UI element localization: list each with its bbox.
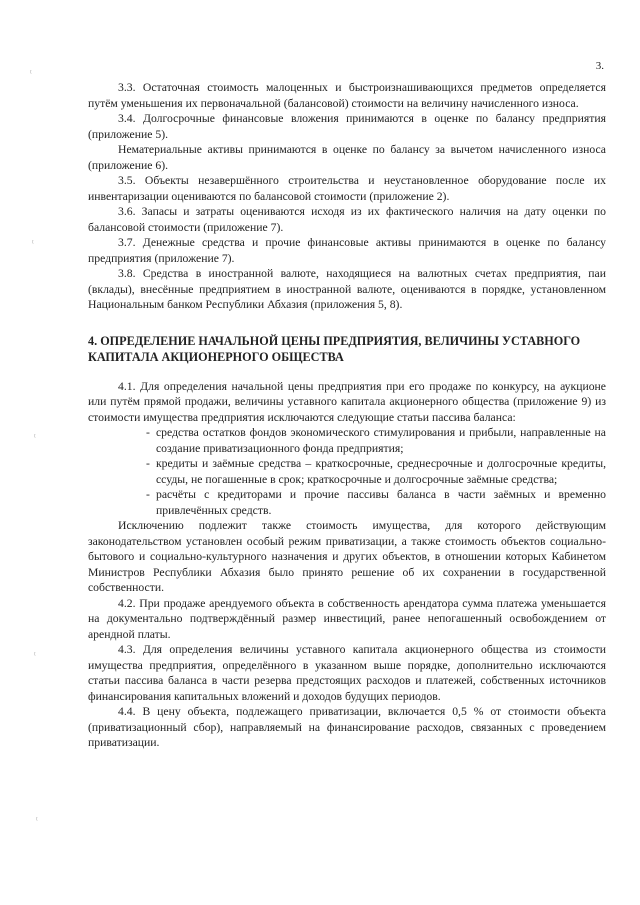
paragraph-3-6: 3.6. Запасы и затраты оцениваются исходя из их фактического наличия на дату оценки по балансовой стоимости (приложение 7). xyxy=(88,205,606,234)
paragraph-3-3: 3.3. Остаточная стоимость малоценных и быстроизнашивающихся предметов определяется путём уменьшения их первоначальной (балансовой) стоимости на величину начисленного износа. xyxy=(88,81,606,110)
paragraph-4-1: 4.1. Для определения начальной цены предприятия при его продаже по конкурсу, на аукционе или путём прямой продажи, величины уставного капитала акционерного общества (приложение 9) из стоимости имущества предприятия исключаются следующие статьи пассива баланса: xyxy=(88,379,606,424)
scan-mark: ᵗ xyxy=(32,238,34,249)
paragraph-3-5: 3.5. Объекты незавершённого строительства и неустановленное оборудование после их инвентаризации оцениваются по балансовой стоимости (приложение 2). xyxy=(88,174,606,203)
scan-mark: ᵗ xyxy=(34,650,36,661)
paragraph-exclusion: Исключению подлежит также стоимость имущества, для которого действующим законодательством установлен особый режим приватизации, а также стоимость объектов социально-бытового и социально-культурного назначения и других объектов, в отношении которых Кабинетом Министров Республики Абхазия было принято решение об их сохранении в государственной собственности. xyxy=(88,519,606,594)
scan-mark: ᵗ xyxy=(36,815,38,826)
scan-mark: ᵗ xyxy=(34,432,36,443)
paragraph-3-7: 3.7. Денежные средства и прочие финансовые активы принимаются в оценке по балансу предприятия (приложение 7). xyxy=(88,236,606,265)
excluded-items-list xyxy=(146,425,606,518)
paragraph-intangible-assets: Нематериальные активы принимаются в оценке по балансу за вычетом начисленного износа (приложение 6). xyxy=(88,143,606,172)
paragraph-4-3: 4.3. Для определения величины уставного капитала акционерного общества из стоимости имущества предприятия, определённого в указанном выше порядке, дополнительно исключаются статьи пассива баланса в части резерва предстоящих расходов и платежей, собственных источников финансирования капитальных вложений и доходов будущих периодов. xyxy=(88,643,606,703)
list-item: - кредиты и заёмные средства – краткосрочные, среднесрочные и долгосрочные кредиты, ссуды, не погашенные в срок; краткосрочные и долгосрочные заёмные средства; xyxy=(146,456,606,487)
paragraph-3-4: 3.4. Долгосрочные финансовые вложения принимаются в оценке по балансу предприятия (приложение 5). xyxy=(88,112,606,141)
section-heading: 4. ОПРЕДЕЛЕНИЕ НАЧАЛЬНОЙ ЦЕНЫ ПРЕДПРИЯТИЯ, ВЕЛИЧИНЫ УСТАВНОГО КАПИТАЛА АКЦИОНЕРНОГО ОБЩЕСТВА xyxy=(88,333,581,364)
paragraph-3-8: 3.8. Средства в иностранной валюте, находящиеся на валютных счетах предприятия, паи (вклады), внесённые предприятием в иностранной валюте, оцениваются в порядке, установленном Национальным банком Республики Абхазия (приложения 5, 8). xyxy=(88,267,606,311)
list-item: - расчёты с кредиторами и прочие пассивы баланса в части заёмных и временно привлечённых средств. xyxy=(146,487,606,518)
paragraph-4-4: 4.4. В цену объекта, подлежащего приватизации, включается 0,5 % от стоимости объекта (приватизационный сбор), направляемый на финансирование расходов, связанных с проведением приватизации. xyxy=(88,705,606,749)
document-body xyxy=(88,80,606,751)
list-item: - средства остатков фондов экономического стимулирования и прибыли, направленные на создание приватизационного фонда предприятия; xyxy=(146,425,606,456)
page-number: 3. xyxy=(595,60,604,72)
paragraph-4-2: 4.2. При продаже арендуемого объекта в собственность арендатора сумма платежа уменьшается на документально подтверждённый размер инвестиций, ранее непогашенный освобождением от арендной платы. xyxy=(88,596,606,641)
scan-mark: ᵗ xyxy=(30,68,32,79)
